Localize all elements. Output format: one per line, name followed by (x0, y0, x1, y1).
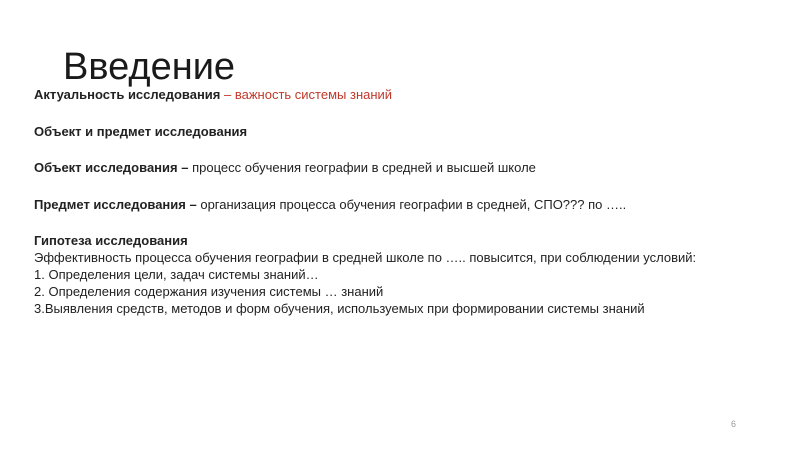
hypothesis-item-3: 3.Выявления средств, методов и форм обучения, используемых при формировании системы знаний (34, 301, 645, 316)
object-line (34, 159, 734, 176)
spacer (34, 213, 734, 233)
spacer (34, 176, 734, 196)
subject-separator: – (185, 196, 201, 212)
object-separator: – (177, 160, 193, 175)
slide-title: Введение (63, 46, 236, 88)
object-subject-heading: Объект и предмет исследования (34, 123, 248, 139)
hypothesis-item-2: 2. Определения содержания изучения системы … знаний (34, 284, 384, 299)
slide-content (34, 86, 734, 317)
relevance-label: Актуальность исследования (34, 87, 221, 102)
relevance-line (34, 86, 734, 103)
relevance-separator: – (220, 87, 235, 102)
hypothesis-item-1: 1. Определения цели, задач системы знаний… (34, 267, 319, 282)
subject-label: Предмет исследования (34, 196, 186, 212)
hypothesis-heading: Гипотеза исследования (34, 233, 188, 248)
object-label: Объект исследования (34, 160, 178, 175)
relevance-value: важность системы знаний (234, 87, 393, 102)
subject-value: организация процесса обучения географии в средней, СПО??? по ….. (200, 196, 627, 212)
hypothesis-text: Эффективность процесса обучения географии в средней школе по ….. повысится, при соблюдении условий: (34, 250, 697, 265)
spacer (34, 103, 734, 123)
spacer (34, 140, 734, 160)
object-value: процесс обучения географии в средней и высшей школе (192, 160, 536, 175)
page-number: 6 (731, 419, 737, 429)
subject-line (34, 196, 734, 213)
